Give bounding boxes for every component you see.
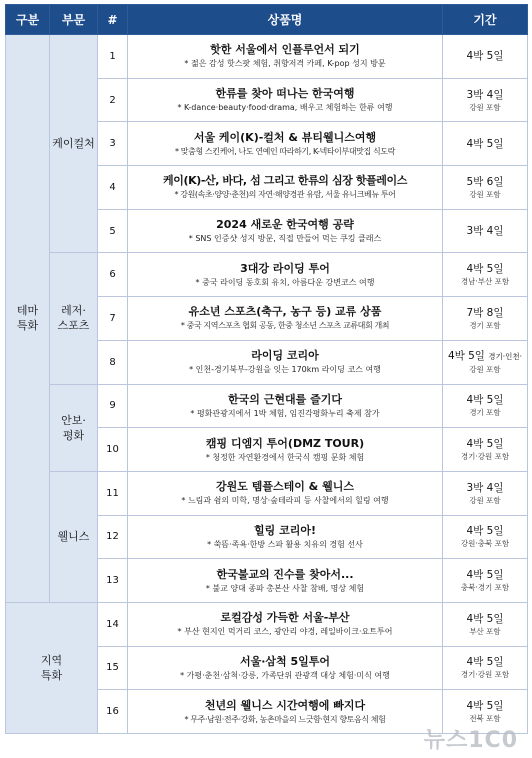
subcategory-security: 안보· 평화 <box>50 384 98 471</box>
product-name: 핫한 서울에서 인플루언서 되기 <box>210 43 360 57</box>
period-cell <box>443 340 528 384</box>
period-cell <box>443 515 528 559</box>
region-note: 경기·강원 포함 <box>460 670 510 680</box>
period-cell <box>443 428 528 472</box>
product-desc: * 청정한 자연환경에서 한국식 캠핑 문화 체험 <box>205 452 365 462</box>
row-number: 4 <box>98 166 128 210</box>
product-name: 2024 새로운 한국여행 공략 <box>216 218 354 232</box>
period-cell <box>443 209 528 253</box>
product-desc: * 무주·남원·전주·강화, 농촌마을의 느긋함·현지 향토음식 체험 <box>184 714 386 724</box>
product-cell <box>128 122 443 166</box>
duration: 3박 4일 <box>466 481 504 494</box>
product-cell <box>128 35 443 79</box>
row-number: 3 <box>98 122 128 166</box>
product-name: 로컬감성 가득한 서울-부산 <box>220 611 350 625</box>
product-desc: * K-dance·beauty·food·drama, 배우고 체험하는 한류 여행 <box>177 103 393 113</box>
row-number: 11 <box>98 471 128 515</box>
product-desc: * SNS 인증샷 성지 방문, 직접 만들어 먹는 쿠킹 클래스 <box>188 234 382 244</box>
product-desc: * 중국 라이딩 동호회 유치, 아름다운 강변코스 여행 <box>195 277 375 287</box>
product-name: 3대강 라이딩 투어 <box>240 261 330 275</box>
period-cell <box>443 297 528 341</box>
product-name: 천년의 웰니스 시간여행에 빠지다 <box>204 698 366 712</box>
period-cell <box>443 384 528 428</box>
product-desc: * 평화관광지에서 1박 체험, 임진각평화누리 축제 참가 <box>190 408 380 418</box>
header-number: # <box>98 5 128 35</box>
duration: 4박 5일 <box>466 394 504 407</box>
period-cell <box>443 78 528 122</box>
product-desc: * 강원(속초·양양·춘천)의 자연·해양경관 유람, 서울 유니크베뉴 투어 <box>174 190 396 200</box>
product-table <box>5 4 528 734</box>
duration: 4박 5일 <box>466 137 504 150</box>
region-note: 강원 포함 <box>469 365 501 375</box>
row-number: 13 <box>98 559 128 603</box>
duration: 4박 5일 <box>466 612 504 625</box>
product-name: 한류를 찾아 떠나는 한국여행 <box>215 87 355 101</box>
watermark-logo: 뉴스1C0 <box>423 728 518 753</box>
region-note: 전북 포함 <box>469 714 501 724</box>
row-number: 12 <box>98 515 128 559</box>
region-note: 경기 포함 <box>469 408 501 418</box>
row-number: 1 <box>98 35 128 79</box>
region-note: 충북·경기 포함 <box>460 583 510 593</box>
period-cell <box>443 646 528 690</box>
region-note: 경기 포함 <box>469 320 501 330</box>
product-cell <box>128 253 443 297</box>
product-desc: * 느림과 쉼의 미학, 명상·숲테라피 등 사찰에서의 힐링 여행 <box>181 496 389 506</box>
product-desc: * 젊은 감성 핫스팟 체험, 취향저격 카페, K-pop 성지 방문 <box>184 59 386 69</box>
product-cell <box>128 166 443 210</box>
region-note-inline: 경기·인천· <box>488 352 523 362</box>
product-cell <box>128 602 443 646</box>
period-cell <box>443 35 528 79</box>
product-desc: * 가평·춘천·삼척·강릉, 가족단위 관광객 대상 체험·미식 여행 <box>180 670 390 680</box>
product-name: 캠핑 디엠지 투어(DMZ TOUR) <box>205 436 365 450</box>
product-cell <box>128 297 443 341</box>
duration: 3박 4일 <box>466 225 504 238</box>
header-row <box>6 5 528 35</box>
duration: 5박 6일 <box>466 175 504 188</box>
row-number: 15 <box>98 646 128 690</box>
subcategory-wellness: 웰니스 <box>50 471 98 602</box>
row-number: 8 <box>98 340 128 384</box>
duration: 4박 5일 <box>466 50 504 63</box>
period-cell <box>443 253 528 297</box>
region-note: 경남·부산 포함 <box>460 277 510 287</box>
product-cell <box>128 471 443 515</box>
product-cell <box>128 559 443 603</box>
product-cell <box>128 209 443 253</box>
product-desc: * 쑥뜸·족욕·한방 스파 활용 치유의 경험 선사 <box>207 539 363 549</box>
duration: 4박 5일 <box>466 525 504 538</box>
region-note: 강원 포함 <box>469 495 501 505</box>
row-number: 6 <box>98 253 128 297</box>
table-row <box>6 253 528 297</box>
duration: 4박 5일 <box>447 350 485 363</box>
product-name: 강원도 템플스테이 & 웰니스 <box>216 480 354 494</box>
period-cell <box>443 122 528 166</box>
product-name: 케이(K)-산, 바다, 섬 그리고 한류의 심장 핫플레이스 <box>163 174 407 188</box>
product-name: 한국의 근현대를 즐기다 <box>228 392 342 406</box>
period-cell <box>443 602 528 646</box>
product-cell <box>128 340 443 384</box>
category-theme: 테마 특화 <box>6 35 50 603</box>
region-note: 강원 포함 <box>469 189 501 199</box>
product-desc: * 중국 지역스포츠 협회 공동, 한중 청소년 스포츠 교류대회 개최 <box>180 321 390 331</box>
duration: 7박 8일 <box>466 306 504 319</box>
duration: 3박 4일 <box>466 88 504 101</box>
header-product: 상품명 <box>128 5 443 35</box>
category-region: 지역 특화 <box>6 602 98 733</box>
row-number: 9 <box>98 384 128 428</box>
table-row <box>6 602 528 646</box>
header-period: 기간 <box>443 5 528 35</box>
product-name: 서울·삼척 5일투어 <box>239 654 331 668</box>
duration: 4박 5일 <box>466 700 504 713</box>
row-number: 16 <box>98 690 128 734</box>
product-name: 힐링 코리아! <box>254 523 316 537</box>
table-row <box>6 35 528 79</box>
row-number: 10 <box>98 428 128 472</box>
product-name: 한국불교의 진수를 찾아서... <box>216 567 354 581</box>
duration: 4박 5일 <box>466 438 504 451</box>
product-cell <box>128 690 443 734</box>
product-cell <box>128 384 443 428</box>
subcategory-kculture: 케이컬처 <box>50 35 98 253</box>
region-note: 부산 포함 <box>469 626 501 636</box>
row-number: 14 <box>98 602 128 646</box>
period-cell <box>443 166 528 210</box>
product-desc: * 부산 현지인 먹거리 코스, 광안리 야경, 레일바이크·요트투어 <box>177 627 393 637</box>
product-desc: * 맞춤형 스킨케어, 나도 연예인 따라하기, K-넥타이부대맛집 식도락 <box>175 146 395 156</box>
header-category: 구분 <box>6 5 50 35</box>
product-cell <box>128 428 443 472</box>
region-note: 강원 포함 <box>469 102 501 112</box>
product-desc: * 불교 양대 종파 총본산 사찰 참배, 명상 체험 <box>205 583 365 593</box>
row-number: 2 <box>98 78 128 122</box>
region-note: 강원·충북 포함 <box>460 539 510 549</box>
product-desc: * 인천-경기북부-강원을 잇는 170km 라이딩 코스 여행 <box>189 365 381 375</box>
product-cell <box>128 515 443 559</box>
period-cell <box>443 471 528 515</box>
duration: 4박 5일 <box>466 656 504 669</box>
product-cell <box>128 646 443 690</box>
duration: 4박 5일 <box>466 263 504 276</box>
product-name: 라이딩 코리아 <box>251 349 319 363</box>
row-number: 5 <box>98 209 128 253</box>
period-cell <box>443 559 528 603</box>
duration: 4박 5일 <box>466 569 504 582</box>
product-cell <box>128 78 443 122</box>
header-subcategory: 부문 <box>50 5 98 35</box>
subcategory-leisure: 레저· 스포츠 <box>50 253 98 384</box>
product-name: 유소년 스포츠(축구, 농구 등) 교류 상품 <box>188 305 382 319</box>
table-row <box>6 384 528 428</box>
table-row <box>6 471 528 515</box>
row-number: 7 <box>98 297 128 341</box>
product-name: 서울 케이(K)-컬처 & 뷰티웰니스여행 <box>193 130 377 144</box>
region-note: 경기·강원 포함 <box>460 452 510 462</box>
